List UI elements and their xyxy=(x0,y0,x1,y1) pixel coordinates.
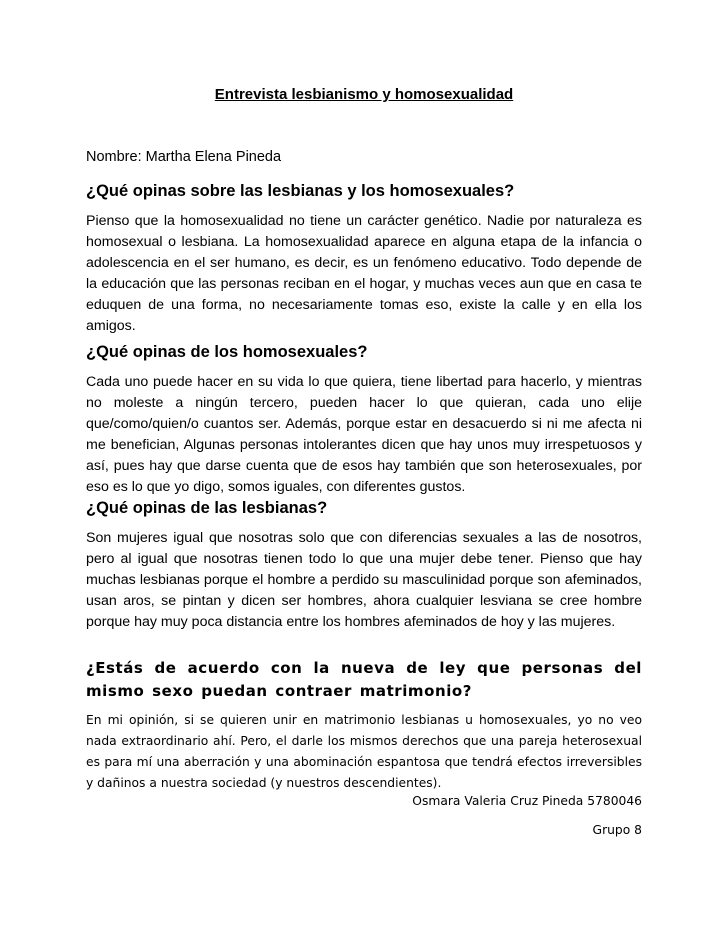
answer-2: Cada uno puede hacer en su vida lo que quiera, tiene libertad para hacerlo, y mientras no moleste a ningún tercero, pueden hacer lo que quieran, cada uno elije que/como/quien/o cuantos ser. Además, porque estar en desacuerdo si ni me afecta ni me benefician, Algunas personas intolerantes dicen que hay unos muy irrespetuosos y así, pues hay que darse cuenta que de esos hay también que son heterosexuales, por eso es lo que yo digo, somos iguales, con diferentes gustos. xyxy=(86,374,642,495)
answer-3: Son mujeres igual que nosotras solo que con diferencias sexuales a las de nosotros, pero al igual que nosotras tienen todo lo que una mujer debe tener. Pienso que hay muchas lesbianas porque el hombre a perdido su masculinidad porque son afeminados, usan aros, se pintan y dicen ser hombres, ahora cualquier lesviana se cree hombre porque hay muy poca distancia entre los hombres afeminados de hoy y las mujeres. xyxy=(86,530,642,630)
question-3: ¿Qué opinas de las lesbianas? xyxy=(86,499,328,517)
interviewee-name: Nombre: Martha Elena Pineda xyxy=(86,149,282,165)
question-2: ¿Qué opinas de los homosexuales? xyxy=(86,343,368,361)
group-label: Grupo 8 xyxy=(592,823,642,837)
document-title: Entrevista lesbianismo y homosexualidad xyxy=(214,86,514,103)
question-4: ¿Estás de acuerdo con la nueva de ley que personas del mismo sexo puedan contraer matrimonio? xyxy=(86,659,642,700)
signature: Osmara Valeria Cruz Pineda 5780046 xyxy=(412,794,642,808)
answer-1: Pienso que la homosexualidad no tiene un carácter genético. Nadie por naturaleza es homosexual o lesbiana. La homosexualidad aparece en alguna etapa de la infancia o adolescencia en el ser humano, es decir, es un fenómeno educativo. Todo depende de la educación que las personas reciban en el hogar, y muchas veces aun que en casa te eduquen de una forma, no necesariamente tomas eso, existe la calle y en ella los amigos. xyxy=(86,213,642,334)
answer-4: En mi opinión, si se quieren unir en matrimonio lesbianas u homosexuales, yo no veo nada extraordinario ahí. Pero, el darle los mismos derechos que una pareja heterosexual es para mí una aberración y una abominación espantosa que tendrá efectos irreversibles y dañinos a nuestra sociedad (y nuestros descendientes). xyxy=(86,713,642,790)
question-1: ¿Qué opinas sobre las lesbianas y los homosexuales? xyxy=(86,182,515,200)
